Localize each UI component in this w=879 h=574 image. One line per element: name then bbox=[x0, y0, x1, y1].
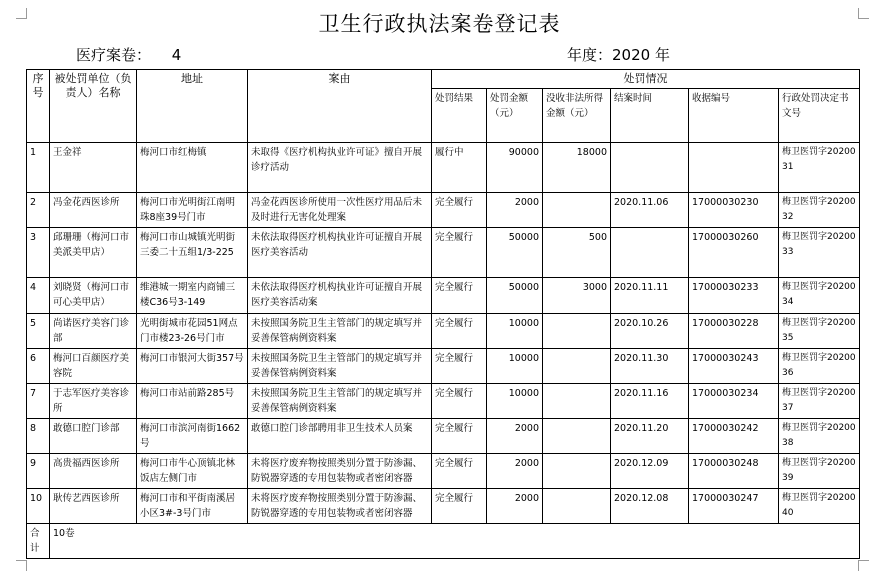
row-doc-no: 梅卫医罚字2020032 bbox=[779, 193, 860, 228]
table-row bbox=[27, 143, 860, 193]
row-result: 完全履行 bbox=[432, 454, 487, 489]
header-doc-no: 行政处罚决定书文号 bbox=[779, 89, 860, 143]
row-cause: 未按照国务院卫生主管部门的规定填写并妥善保管病例资料案 bbox=[248, 349, 432, 384]
row-doc-no: 梅卫医罚字2020038 bbox=[779, 419, 860, 454]
row-cause: 未按照国务院卫生主管部门的规定填写并妥善保管病例资料案 bbox=[248, 384, 432, 419]
row-confiscated: 3000 bbox=[543, 278, 611, 314]
header-confiscated: 没收非法所得金额（元） bbox=[543, 89, 611, 143]
row-receipt: 17000030248 bbox=[689, 454, 779, 489]
table-row bbox=[27, 314, 860, 349]
row-receipt: 17000030234 bbox=[689, 384, 779, 419]
header-close-time: 结案时间 bbox=[611, 89, 689, 143]
table-row bbox=[27, 384, 860, 419]
row-index: 2 bbox=[27, 193, 50, 228]
row-cause: 未按照国务院卫生主管部门的规定填写并妥善保管病例资料案 bbox=[248, 314, 432, 349]
row-index: 9 bbox=[27, 454, 50, 489]
row-confiscated bbox=[543, 193, 611, 228]
row-fine: 2000 bbox=[487, 419, 543, 454]
row-doc-no: 梅卫医罚字2020036 bbox=[779, 349, 860, 384]
row-close-time: 2020.12.09 bbox=[611, 454, 689, 489]
header-cause: 案由 bbox=[248, 70, 432, 143]
row-index: 6 bbox=[27, 349, 50, 384]
row-confiscated: 500 bbox=[543, 228, 611, 278]
row-receipt: 17000030230 bbox=[689, 193, 779, 228]
row-fine: 50000 bbox=[487, 278, 543, 314]
row-address: 梅河口市山城镇光明街三委二十五组1/3-225 bbox=[137, 228, 248, 278]
row-address: 梅河口市光明街江南明珠8座39号门市 bbox=[137, 193, 248, 228]
row-address: 维港城一期室内商铺三楼C36号3-149 bbox=[137, 278, 248, 314]
row-result: 完全履行 bbox=[432, 228, 487, 278]
table-row bbox=[27, 193, 860, 228]
row-confiscated bbox=[543, 419, 611, 454]
header-index: 序号 bbox=[27, 70, 50, 143]
row-doc-no: 梅卫医罚字2020040 bbox=[779, 489, 860, 524]
row-unit: 王金祥 bbox=[50, 143, 137, 193]
row-unit: 敢德口腔门诊部 bbox=[50, 419, 137, 454]
row-address: 梅河口市和平街南溪居小区3#-3号门市 bbox=[137, 489, 248, 524]
row-close-time: 2020.10.26 bbox=[611, 314, 689, 349]
row-receipt: 17000030233 bbox=[689, 278, 779, 314]
row-result: 完全履行 bbox=[432, 384, 487, 419]
row-confiscated bbox=[543, 454, 611, 489]
row-receipt: 17000030243 bbox=[689, 349, 779, 384]
row-fine: 10000 bbox=[487, 384, 543, 419]
row-result: 完全履行 bbox=[432, 193, 487, 228]
header-row-1 bbox=[27, 70, 860, 89]
row-cause: 未依法取得医疗机构执业许可证擅自开展医疗美容活动案 bbox=[248, 278, 432, 314]
case-count: 4 bbox=[171, 46, 182, 64]
year-label: 年度：2020 年 bbox=[567, 46, 670, 64]
row-unit: 于志军医疗美容诊所 bbox=[50, 384, 137, 419]
row-receipt: 17000030260 bbox=[689, 228, 779, 278]
corner-mark-bottom-right bbox=[858, 560, 869, 571]
total-row bbox=[27, 524, 860, 559]
register-table bbox=[26, 69, 860, 559]
row-close-time: 2020.12.08 bbox=[611, 489, 689, 524]
row-doc-no: 梅卫医罚字2020039 bbox=[779, 454, 860, 489]
table-row bbox=[27, 228, 860, 278]
table-row bbox=[27, 489, 860, 524]
row-result: 完全履行 bbox=[432, 349, 487, 384]
row-result: 完全履行 bbox=[432, 278, 487, 314]
row-address: 光明街城市花园51网点门市楼23-26号门市 bbox=[137, 314, 248, 349]
case-label-group bbox=[76, 44, 181, 65]
row-cause: 未将医疗废弃物按照类别分置于防渗漏、防锐器穿透的专用包装物或者密闭容器 bbox=[248, 454, 432, 489]
total-value: 10卷 bbox=[50, 524, 860, 559]
row-unit: 耿传艺西医诊所 bbox=[50, 489, 137, 524]
row-fine: 90000 bbox=[487, 143, 543, 193]
row-index: 4 bbox=[27, 278, 50, 314]
header-result: 处罚结果 bbox=[432, 89, 487, 143]
row-confiscated bbox=[543, 314, 611, 349]
row-receipt bbox=[689, 143, 779, 193]
page-title: 卫生行政执法案卷登记表 bbox=[318, 12, 561, 36]
row-unit: 梅河口百颜医疗美容院 bbox=[50, 349, 137, 384]
row-result: 完全履行 bbox=[432, 489, 487, 524]
row-confiscated: 18000 bbox=[543, 143, 611, 193]
row-unit: 刘晓贤（梅河口市可心美甲店） bbox=[50, 278, 137, 314]
row-receipt: 17000030228 bbox=[689, 314, 779, 349]
row-fine: 10000 bbox=[487, 314, 543, 349]
row-fine: 2000 bbox=[487, 454, 543, 489]
row-index: 8 bbox=[27, 419, 50, 454]
header-fine: 处罚金额（元） bbox=[487, 89, 543, 143]
row-close-time: 2020.11.06 bbox=[611, 193, 689, 228]
row-unit: 邱珊珊（梅河口市美派美甲店） bbox=[50, 228, 137, 278]
row-doc-no: 梅卫医罚字2020033 bbox=[779, 228, 860, 278]
row-fine: 2000 bbox=[487, 489, 543, 524]
header-address: 地址 bbox=[137, 70, 248, 143]
row-close-time: 2020.11.16 bbox=[611, 384, 689, 419]
header-unit: 被处罚单位（负责人）名称 bbox=[50, 70, 137, 143]
case-label: 医疗案卷： bbox=[76, 46, 152, 64]
table-row bbox=[27, 454, 860, 489]
row-doc-no: 梅卫医罚字2020034 bbox=[779, 278, 860, 314]
row-result: 履行中 bbox=[432, 143, 487, 193]
table-row bbox=[27, 419, 860, 454]
row-index: 10 bbox=[27, 489, 50, 524]
row-address: 梅河口市站前路285号 bbox=[137, 384, 248, 419]
row-doc-no: 梅卫医罚字2020031 bbox=[779, 143, 860, 193]
row-index: 5 bbox=[27, 314, 50, 349]
corner-mark-bottom-left bbox=[16, 560, 27, 571]
total-label: 合计 bbox=[27, 524, 50, 559]
row-confiscated bbox=[543, 384, 611, 419]
row-close-time: 2020.11.30 bbox=[611, 349, 689, 384]
row-unit: 高贵福西医诊所 bbox=[50, 454, 137, 489]
table-row bbox=[27, 278, 860, 314]
header-receipt: 收据编号 bbox=[689, 89, 779, 143]
row-cause: 冯金花西医诊所使用一次性医疗用品后未及时进行无害化处理案 bbox=[248, 193, 432, 228]
row-index: 3 bbox=[27, 228, 50, 278]
row-cause: 敢德口腔门诊部聘用非卫生技术人员案 bbox=[248, 419, 432, 454]
row-receipt: 17000030247 bbox=[689, 489, 779, 524]
row-unit: 尚诺医疗美容门诊部 bbox=[50, 314, 137, 349]
row-close-time: 2020.11.20 bbox=[611, 419, 689, 454]
row-result: 完全履行 bbox=[432, 419, 487, 454]
row-address: 梅河口市银河大街357号 bbox=[137, 349, 248, 384]
row-address: 梅河口市滨河南街1662号 bbox=[137, 419, 248, 454]
row-fine: 2000 bbox=[487, 193, 543, 228]
row-fine: 50000 bbox=[487, 228, 543, 278]
header-penalty: 处罚情况 bbox=[432, 70, 860, 89]
row-address: 梅河口市牛心顶镇北林饭店左侧门市 bbox=[137, 454, 248, 489]
row-close-time bbox=[611, 143, 689, 193]
row-unit: 冯金花西医诊所 bbox=[50, 193, 137, 228]
row-confiscated bbox=[543, 349, 611, 384]
row-result: 完全履行 bbox=[432, 314, 487, 349]
row-index: 7 bbox=[27, 384, 50, 419]
row-cause: 未取得《医疗机构执业许可证》擅自开展诊疗活动 bbox=[248, 143, 432, 193]
row-address: 梅河口市红梅镇 bbox=[137, 143, 248, 193]
row-close-time bbox=[611, 228, 689, 278]
row-index: 1 bbox=[27, 143, 50, 193]
table-row bbox=[27, 349, 860, 384]
row-doc-no: 梅卫医罚字2020035 bbox=[779, 314, 860, 349]
row-cause: 未将医疗废弃物按照类别分置于防渗漏、防锐器穿透的专用包装物或者密闭容器 bbox=[248, 489, 432, 524]
row-confiscated bbox=[543, 489, 611, 524]
row-fine: 10000 bbox=[487, 349, 543, 384]
row-doc-no: 梅卫医罚字2020037 bbox=[779, 384, 860, 419]
row-close-time: 2020.11.11 bbox=[611, 278, 689, 314]
row-cause: 未依法取得医疗机构执业许可证擅自开展医疗美容活动 bbox=[248, 228, 432, 278]
row-receipt: 17000030242 bbox=[689, 419, 779, 454]
